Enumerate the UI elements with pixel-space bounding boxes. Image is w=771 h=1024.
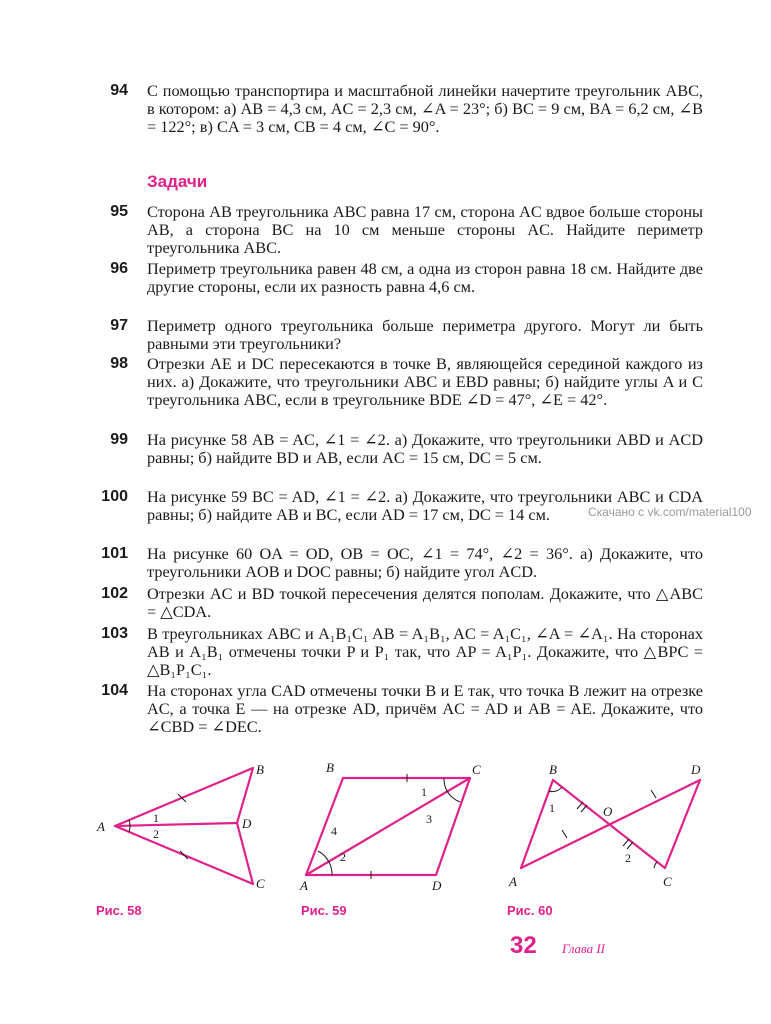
fig59-label-a: A [300, 878, 308, 893]
problem-text: Отрезки AC и BD точкой пересечения делятся пополам. Докажите, что △ABC = △CDA. [147, 584, 703, 622]
page-number: 32 [510, 932, 537, 959]
problem-text: В треугольниках ABC и A₁B₁C₁ AB = A₁B₁, AC = A₁C₁, ∠A = ∠A₁. На сторонах AB и A₁B₁ отмечены точки P и P₁ так, что AP = A₁P₁. Докажите, что △BPC = △B₁P₁C₁. [147, 624, 703, 680]
problem-101 [100, 545, 710, 581]
fig59-label-d: D [432, 878, 442, 893]
fig59-angle-arc-4 [318, 851, 329, 862]
fig58-label-c: C [256, 876, 265, 891]
figure-59-drawing [298, 760, 498, 900]
problem-number: 104 [101, 682, 128, 699]
problem-number: 103 [101, 625, 128, 642]
problem-text: На сторонах угла CAD отмечены точки B и E так, что точка B лежит на отрезке AC, а точка E — на отрезке AD, причём AC = AD и AB = AE. Докажите, что ∠CBD = ∠DEC. [147, 681, 703, 737]
fig59-angle-label-4: 4 [331, 824, 337, 838]
fig59-angle-label-3: 3 [426, 812, 432, 826]
problem-102 [100, 585, 710, 621]
problem-98 [100, 355, 710, 410]
problem-number: 101 [101, 545, 128, 562]
problem-number: 95 [110, 203, 128, 220]
figure-59 [298, 760, 498, 900]
problem-94 [100, 82, 710, 137]
fig59-angle-label-2: 2 [340, 850, 346, 864]
problem-text: На рисунке 59 BC = AD, ∠1 = ∠2. а) Докажите, что треугольники ABC и CDA равны; б) найдите AB и BC, если AD = 17 см, DC = 14 см. [147, 487, 703, 525]
problem-103 [100, 625, 710, 680]
problem-number: 96 [110, 260, 128, 277]
problem-text: Периметр треугольника равен 48 см, а одна из сторон равна 18 см. Найдите две другие стороны, если их разность равна 4,6 см. [147, 259, 703, 297]
fig60-label-c: C [663, 874, 672, 889]
problem-number: 102 [101, 585, 128, 602]
fig59-angle-arc-1 [444, 778, 447, 791]
problem-number: 100 [101, 488, 128, 505]
figure-60 [505, 760, 715, 900]
figure-60-drawing [505, 760, 715, 900]
problem-number: 94 [110, 82, 128, 99]
problem-97 [100, 317, 710, 353]
fig60-angle-label-2: 2 [625, 851, 631, 865]
fig59-angle-arc-2 [329, 862, 332, 875]
fig60-tick-bo [577, 802, 587, 812]
fig58-label-a: A [97, 819, 105, 834]
fig58-label-d: D [242, 816, 252, 831]
fig58-segment-ad [115, 823, 237, 826]
fig59-angle-label-1: 1 [421, 785, 427, 799]
fig60-label-b: B [549, 762, 557, 777]
problem-104 [100, 682, 710, 737]
problem-text: Сторона AB треугольника ABC равна 17 см, сторона AC вдвое больше стороны AB, а сторона BC на 10 см меньше стороны AC. Найдите периметр треугольника ABC. [147, 202, 703, 258]
problem-99 [100, 431, 710, 467]
fig60-tick-ao [562, 830, 567, 838]
fig58-angle-label-2: 2 [153, 827, 159, 841]
figure-59-caption: Рис. 59 [301, 903, 347, 918]
problem-text: Периметр одного треугольника больше периметра другого. Могут ли быть равными эти треугольники? [147, 316, 703, 354]
fig59-angle-arc-3 [447, 791, 460, 802]
section-title: Задачи [147, 172, 208, 191]
fig60-label-o: O [603, 804, 613, 819]
fig60-tick-od [651, 790, 656, 798]
fig60-angle-label-1: 1 [549, 801, 555, 815]
figure-58 [95, 760, 285, 900]
fig60-label-a: A [509, 874, 517, 889]
figure-60-caption: Рис. 60 [507, 903, 553, 918]
fig60-segment-bc [553, 780, 665, 868]
problem-number: 97 [110, 317, 128, 334]
figure-58-drawing [95, 760, 285, 900]
fig58-label-b: B [256, 762, 264, 777]
fig59-label-b: B [326, 760, 334, 775]
fig59-label-c: C [472, 762, 481, 777]
figure-58-caption: Рис. 58 [96, 903, 142, 918]
fig58-angle-label-1: 1 [153, 811, 159, 825]
problem-number: 98 [110, 355, 128, 372]
problem-96 [100, 260, 710, 296]
problem-text: Отрезки AE и DC пересекаются в точке B, являющейся серединой каждого из них. а) Докажите, что треугольники ABC и EBD равны; б) найдите углы A и C треугольника ABC, если в треугольнике BDE ∠D = 47°, ∠E = 42°. [147, 354, 703, 410]
watermark: Скачано с vk.com/material100 [588, 505, 752, 519]
problem-95 [100, 203, 710, 258]
chapter-label: Глава II [562, 941, 605, 956]
problem-text: На рисунке 58 AB = AC, ∠1 = ∠2. а) Докажите, что треугольники ABD и ACD равны; б) найдите BD и AB, если AC = 15 см, DC = 5 см. [147, 430, 703, 468]
fig60-angle-arc-2 [654, 862, 657, 868]
problem-text: На рисунке 60 OA = OD, OB = OC, ∠1 = 74°, ∠2 = 36°. а) Докажите, что треугольники AOB и DOC равны; б) найдите угол ACD. [147, 544, 703, 582]
problem-number: 99 [110, 431, 128, 448]
fig60-label-d: D [691, 762, 701, 777]
fig60-segment-dc [665, 780, 700, 868]
problem-text: С помощью транспортира и масштабной линейки начертите треугольник ABC, в котором: а) AB = 4,3 см, AC = 2,3 см, ∠A = 23°; б) BC = 9 см, BA = 6,2 см, ∠B = 122°; в) CA = 3 см, CB = 4 см, ∠C = 90°. [147, 81, 703, 137]
